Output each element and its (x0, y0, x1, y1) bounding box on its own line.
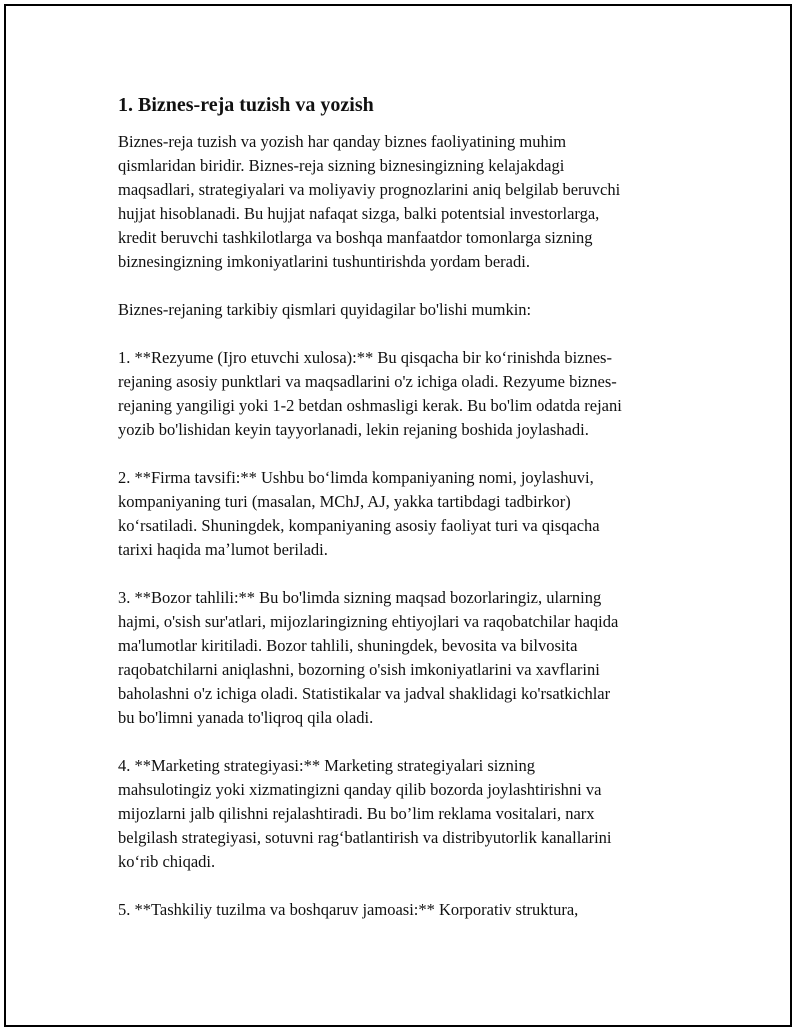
item-market-analysis-paragraph: 3. **Bozor tahlili:** Bu bo'limda sizning maqsad bozorlaringiz, ularning hajmi, o'sish sur'atlari, mijozlaringizning ehtiyojlari va raqobatchilar haqida ma'lumotlar kiritiladi. Bozor tahlili, shuningdek, bevosita va bilvosita raqobatchilarni aniqlashni, bozorning o'sish imkoniyatlarini va xavflarini baholashni o'z ichiga oladi. Statistikalar va jadval shaklidagi ko'rsatkichlar bu bo'limni yanada to'liqroq qila oladi. (118, 588, 619, 727)
section-heading: 1. Biznes-reja tuzish va yozish (118, 94, 374, 116)
components-intro-paragraph: Biznes-rejaning tarkibiy qismlari quyidagilar bo'lishi mumkin: (118, 300, 532, 319)
item-firm-description-paragraph: 2. **Firma tavsifi:** Ushbu boʻlimda kompaniyaning nomi, joylashuvi, kompaniyaning turi (masalan, MChJ, AJ, yakka tartibdagi tadbirkor) koʻrsatiladi. Shuningdek, kompaniyaning asosiy faoliyat turi va qisqacha tarixi haqida maʼlumot beriladi. (118, 468, 600, 559)
item-organization-paragraph: 5. **Tashkiliy tuzilma va boshqaruv jamoasi:** Korporativ struktura, (118, 900, 579, 919)
item-resume-paragraph: 1. **Rezyume (Ijro etuvchi xulosa):** Bu qisqacha bir koʻrinishda biznes- rejaning asosiy punktlari va maqsadlarini o'z ichiga oladi. Rezyume biznes- rejaning yangiligi yoki 1-2 betdan oshmasligi kerak. Bu bo'lim odatda rejani yozib bo'lishidan keyin tayyorlanadi, lekin rejaning boshida joylashadi. (118, 348, 622, 439)
item-marketing-strategy-paragraph: 4. **Marketing strategiyasi:** Marketing strategiyalari sizning mahsulotingiz yoki xizmatingizni qanday qilib bozorda joylashtirishni va mijozlarni jalb qilishni rejalashtiradi. Bu bo’lim reklama vositalari, narx belgilash strategiyasi, sotuvni ragʻbatlantirish va distribyutorlik kanallarini koʻrib chiqadi. (118, 756, 612, 871)
intro-paragraph: Biznes-reja tuzish va yozish har qanday biznes faoliyatining muhim qismlaridan biridir. Biznes-reja sizning biznesingizning kelajakdagi maqsadlari, strategiyalari va moliyaviy prognozlarini aniq belgilab beruvchi hujjat hisoblanadi. Bu hujjat nafaqat sizga, balki potentsial investorlarga, kredit beruvchi tashkilotlarga va boshqa manfaatdor tomonlarga sizning biznesingizning imkoniyatlarini tushuntirishda yordam beradi. (118, 132, 621, 271)
document-body (118, 92, 688, 946)
